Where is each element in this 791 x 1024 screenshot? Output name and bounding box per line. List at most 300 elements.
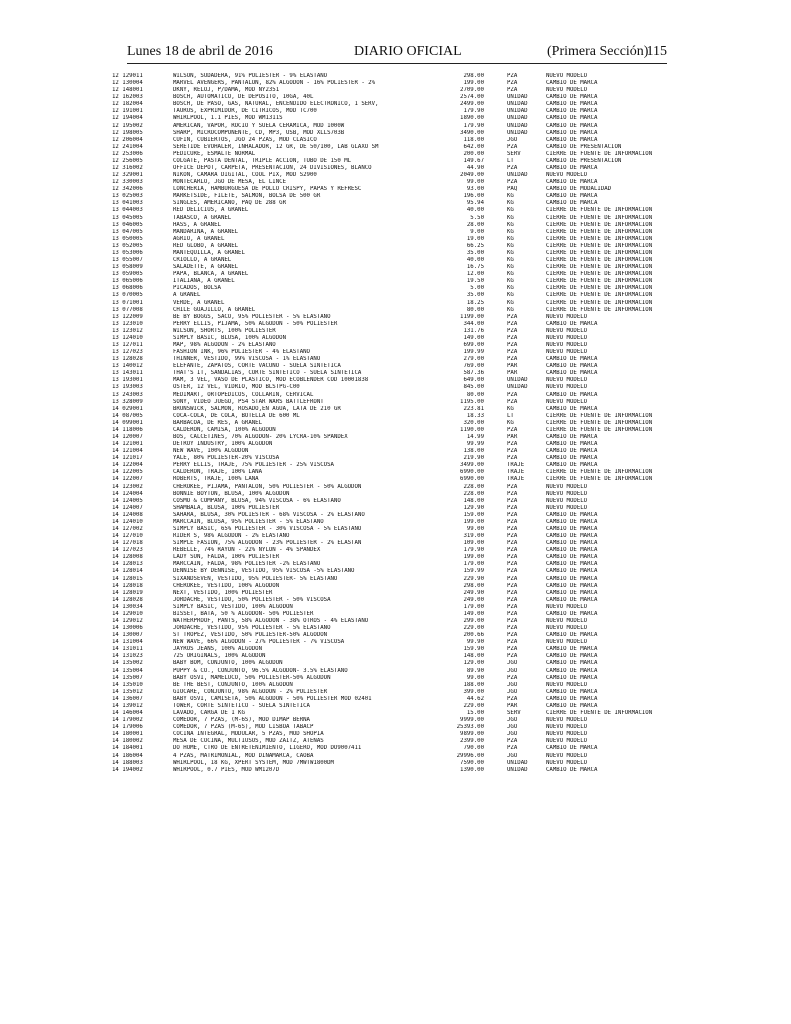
item-price: 3499.00 <box>460 462 484 469</box>
item-price: 399.00 <box>463 688 484 695</box>
item-price: 229.00 <box>463 702 484 709</box>
item-unit: UNIDAD <box>507 122 528 129</box>
table-row <box>0 377 791 384</box>
item-description: SIMPLY BASIC, 65% POLIESTER - 30% VISCOSA - 5% ELASTANO <box>173 526 362 532</box>
item-description: ST TROPEZ, VESTIDO, 50% POLIESTER-50% ALGODON <box>173 632 328 639</box>
item-observation: CAMBIO DE MARCA <box>546 320 598 327</box>
item-observation: NUEVO MODELO <box>546 377 588 384</box>
item-unit: PZA <box>507 518 518 525</box>
table-row <box>0 745 791 752</box>
table-row <box>0 469 791 476</box>
table-row <box>0 342 791 349</box>
item-price: 1195.00 <box>460 398 484 405</box>
item-unit: TRAJE <box>507 476 525 483</box>
item-price: 1390.00 <box>460 766 484 773</box>
item-unit: KG <box>507 214 514 221</box>
table-row <box>0 491 791 498</box>
item-observation: CAMBIO DE MARCA <box>546 653 598 660</box>
item-description: BONNIE BOYTON, BLUSA, 100% ALGODON <box>173 490 290 497</box>
item-observation: CAMBIO DE PRESENTACION <box>546 157 622 164</box>
table-row <box>0 314 791 321</box>
item-unit: PZA <box>507 80 518 87</box>
item-code: 12 329001 <box>112 172 143 179</box>
item-price: 99.90 <box>466 639 484 646</box>
item-unit: PZA <box>507 526 518 532</box>
item-unit: PZA <box>507 327 518 334</box>
item-description: BABY BOM, CONJUNTO, 100% ALGODON <box>173 660 283 667</box>
table-row <box>0 413 791 420</box>
item-observation: CAMBIO DE MARCA <box>546 695 598 702</box>
item-code: 12 194004 <box>112 115 143 122</box>
item-price: 298.00 <box>463 582 484 589</box>
item-observation: NUEVO MODELO <box>546 724 588 731</box>
table-row <box>0 130 791 137</box>
table-row <box>0 653 791 660</box>
item-observation: CAMBIO DE MARCA <box>546 405 598 412</box>
item-code: 13 143011 <box>112 370 143 377</box>
table-row <box>0 285 791 292</box>
item-unit: PZA <box>507 653 518 660</box>
item-price: 18.33 <box>466 412 484 419</box>
item-observation: CAMBIO DE MODALIDAD <box>546 186 612 193</box>
table-row <box>0 399 791 406</box>
item-description: MANTEQUILLA, A GRANEL <box>173 249 245 256</box>
item-unit: PZA <box>507 695 518 702</box>
item-description: A GRANEL <box>173 292 201 299</box>
item-code: 13 123010 <box>112 320 143 327</box>
item-price: 199.00 <box>463 80 484 87</box>
item-unit: UNIDAD <box>507 129 528 136</box>
item-description: PERRY ELLIS, PIJAMA, 50% ALGODON - 50% POLIESTER <box>173 320 338 327</box>
item-description: BOSCH, DE PASO, GAS, NATURAL, ENCENDIDO ELECTRONICO, 1 SERV, <box>173 101 379 108</box>
item-unit: PZA <box>507 441 518 448</box>
item-code: 12 148001 <box>112 87 143 94</box>
item-unit: PZA <box>507 143 518 150</box>
item-unit: SERV <box>507 150 521 157</box>
item-price: 2399.00 <box>460 738 484 745</box>
item-observation: CAMBIO DE MARCA <box>546 356 598 363</box>
item-code: 14 124005 <box>112 497 143 504</box>
item-description: TABASCO, A GRANEL <box>173 214 232 221</box>
item-code: 14 121001 <box>112 441 143 448</box>
item-code: 13 193001 <box>112 377 143 384</box>
item-unit: PZA <box>507 582 518 589</box>
item-description: CHILE GUAJILLO, A GRANEL <box>173 306 256 313</box>
item-price: 642.00 <box>463 143 484 150</box>
item-price: 129.90 <box>463 504 484 511</box>
item-code: 14 128028 <box>112 596 143 603</box>
item-description: SIMPLY BASIC, VESTIDO, 100% ALGODON <box>173 603 293 610</box>
item-code: 14 122007 <box>112 476 143 483</box>
item-description: PICADOS, BOLSA <box>173 285 221 292</box>
item-price: 1199.00 <box>460 313 484 320</box>
item-description: THINNER, VESTIDO, 99% VISCOSA - 1% ELASTANO <box>173 356 321 363</box>
item-price: 29996.00 <box>456 752 484 759</box>
item-unit: KG <box>507 207 514 214</box>
item-code: 14 122004 <box>112 462 143 469</box>
item-price: 299.00 <box>463 618 484 625</box>
item-code: 14 099001 <box>112 419 143 426</box>
item-code: 14 180001 <box>112 731 143 738</box>
table-row <box>0 547 791 554</box>
item-observation: CAMBIO DE MARCA <box>546 94 598 101</box>
item-code: 14 128008 <box>112 554 143 561</box>
item-price: 6990.00 <box>460 476 484 483</box>
item-price: 2049.00 <box>460 172 484 179</box>
item-code: 13 058009 <box>112 264 143 271</box>
item-price: 249.90 <box>463 589 484 596</box>
item-price: 99.00 <box>466 674 484 681</box>
table-row <box>0 675 791 682</box>
item-code: 14 139012 <box>112 702 143 709</box>
item-observation: CAMBIO DE MARCA <box>546 455 598 462</box>
table-row <box>0 753 791 760</box>
item-unit: PZA <box>507 448 518 455</box>
item-unit: PZA <box>507 334 518 341</box>
table-row <box>0 356 791 363</box>
item-unit: JGO <box>507 717 518 724</box>
item-observation: CAMBIO DE MARCA <box>546 589 598 596</box>
table-row <box>0 307 791 314</box>
item-unit: UNIDAD <box>507 759 528 766</box>
item-unit: PZA <box>507 568 518 575</box>
item-price: 199.00 <box>463 518 484 525</box>
item-description: COMEDOR, 7 PZAS (M-6S), MOD LISBOA TABACP <box>173 724 314 731</box>
header-date: Lunes 18 de abril de 2016 <box>127 44 273 59</box>
item-description: DENNISE BY DENNISE, VESTIDO, 95% VISCOSA -5% ELASTANO <box>173 568 355 575</box>
item-observation: NUEVO MODELO <box>546 313 588 320</box>
item-code: 14 146004 <box>112 710 143 717</box>
item-description: BISSET, BATA, 50 % ALGODON- 50% POLIESTER <box>173 610 314 617</box>
item-price: 66.25 <box>466 242 484 249</box>
table-row <box>0 646 791 653</box>
item-description: DO HOME, CTRO DE ENTRETENIMIENTO, LIGERO, MOD DO9007411 <box>173 745 362 752</box>
item-description: BOSCH, AUTOMATICO, DE DEPOSITO, 10GA, 40L <box>173 94 314 101</box>
item-price: 228.00 <box>463 490 484 497</box>
item-observation: NUEVO MODELO <box>546 73 588 79</box>
item-unit: UNIDAD <box>507 115 528 122</box>
item-code: 14 129012 <box>112 618 143 625</box>
item-code: 13 055007 <box>112 257 143 264</box>
item-unit: KG <box>507 285 514 292</box>
item-description: BARBACOA, DE RES, A GRANEL <box>173 419 263 426</box>
item-code: 13 123012 <box>112 327 143 334</box>
item-price: 7590.00 <box>460 759 484 766</box>
item-unit: KG <box>507 200 514 207</box>
item-observation: CAMBIO DE MARCA <box>546 101 598 108</box>
item-price: 19.00 <box>466 235 484 242</box>
item-observation: CAMBIO DE MARCA <box>546 540 598 547</box>
table-row <box>0 363 791 370</box>
item-price: 188.00 <box>463 681 484 688</box>
item-unit: PAR <box>507 702 518 709</box>
item-price: 148.00 <box>463 653 484 660</box>
table-row <box>0 151 791 158</box>
item-price: 149.00 <box>463 610 484 617</box>
table-row <box>0 568 791 575</box>
item-description: SAHARA, BLUSA, 30% POLIESTER - 68% VISCOSA - 2% ELASTANO <box>173 511 365 518</box>
item-unit: PZA <box>507 341 518 348</box>
item-description: CALDERON, CAMISA, 100% ALGODON <box>173 426 276 433</box>
item-observation: NUEVO MODELO <box>546 483 588 490</box>
item-description: NIKON, CAMARA DIGITAL, COOL PIX, MOD S2900 <box>173 172 317 179</box>
item-observation: CIERRE DE FUENTE DE INFORMACION <box>546 299 653 306</box>
item-code: 14 180002 <box>112 738 143 745</box>
item-observation: CIERRE DE FUENTE DE INFORMACION <box>546 257 653 264</box>
item-unit: PZA <box>507 356 518 363</box>
item-description: PAPA, BLANCA, A GRANEL <box>173 271 249 278</box>
item-description: COCA-COLA, DE COLA, BOTELLA DE 600 ML <box>173 412 300 419</box>
item-code: 13 128028 <box>112 356 143 363</box>
table-row <box>0 540 791 547</box>
table-row <box>0 611 791 618</box>
table-row <box>0 760 791 767</box>
table-row <box>0 186 791 193</box>
item-price: 200.00 <box>463 150 484 157</box>
item-description: SALADETTE, A GRANEL <box>173 264 239 271</box>
item-code: 13 053006 <box>112 249 143 256</box>
item-unit: UNIDAD <box>507 101 528 108</box>
item-observation: CAMBIO DE MARCA <box>546 462 598 469</box>
table-row <box>0 349 791 356</box>
item-code: 14 124004 <box>112 490 143 497</box>
item-observation: NUEVO MODELO <box>546 639 588 646</box>
item-unit: KG <box>507 278 514 285</box>
item-observation: CAMBIO DE MARCA <box>546 667 598 674</box>
item-code: 14 130007 <box>112 632 143 639</box>
item-price: 80.00 <box>466 391 484 398</box>
item-unit: PZA <box>507 561 518 568</box>
item-description: LONCHERIA, HAMBURGUESA DE POLLO CRISPY, PAPAS Y REFRESC <box>173 186 362 193</box>
table-row <box>0 441 791 448</box>
item-observation: NUEVO MODELO <box>546 731 588 738</box>
item-code: 14 124008 <box>112 511 143 518</box>
item-code: 14 128013 <box>112 561 143 568</box>
item-description: CALDERON, TRAJE, 100% LANA <box>173 469 263 476</box>
item-price: 14.99 <box>466 433 484 440</box>
item-price: 179.90 <box>463 108 484 115</box>
item-code: 14 124007 <box>112 504 143 511</box>
item-observation: NUEVO MODELO <box>546 327 588 334</box>
item-observation: CIERRE DE FUENTE DE INFORMACION <box>546 476 653 483</box>
item-unit: UNIDAD <box>507 766 528 773</box>
item-observation: CAMBIO DE MARCA <box>546 80 598 87</box>
item-unit: KG <box>507 235 514 242</box>
item-price: 320.00 <box>463 419 484 426</box>
item-description: YALE, 80% POLIESTER-20% VISCOSA <box>173 455 280 462</box>
item-observation: CIERRE DE FUENTE DE INFORMACION <box>546 306 653 313</box>
item-price: 2709.00 <box>460 87 484 94</box>
item-observation: CAMBIO DE MARCA <box>546 596 598 603</box>
table-row <box>0 526 791 533</box>
table-row <box>0 80 791 87</box>
item-unit: PZA <box>507 554 518 561</box>
item-description: CUFIN, CUBIERTOS, JGO 24 PZAS, MOD CLASICO <box>173 136 317 143</box>
item-code: 14 179002 <box>112 717 143 724</box>
item-code: 13 193003 <box>112 384 143 391</box>
item-description: SIXANDSEVEN, VESTIDO, 95% POLIESTER- 5% ELASTANO <box>173 575 338 582</box>
table-row <box>0 682 791 689</box>
table-row <box>0 300 791 307</box>
item-observation: CAMBIO DE MARCA <box>546 568 598 575</box>
item-price: 179.00 <box>463 561 484 568</box>
item-price: 44.90 <box>466 165 484 172</box>
item-unit: JGO <box>507 731 518 738</box>
item-description: JAYROS JEANS, 100% ALGODON <box>173 646 263 653</box>
item-description: GIOCARE, CONJUNTO, 98% ALGODON - 2% POLIESTER <box>173 688 328 695</box>
item-unit: PZA <box>507 391 518 398</box>
item-observation: CAMBIO DE MARCA <box>546 554 598 561</box>
table-row <box>0 696 791 703</box>
item-price: 40.00 <box>466 207 484 214</box>
item-observation: NUEVO MODELO <box>546 759 588 766</box>
table-row <box>0 94 791 101</box>
item-unit: PZA <box>507 349 518 356</box>
item-price: 249.00 <box>463 596 484 603</box>
item-observation: CAMBIO DE MARCA <box>546 518 598 525</box>
table-row <box>0 250 791 257</box>
table-row <box>0 257 791 264</box>
item-observation: CIERRE DE FUENTE DE INFORMACION <box>546 285 653 292</box>
item-description: COSMO & COMPANY, BLUSA, 94% VISCOSA - 6% ELASTANO <box>173 497 341 504</box>
item-unit: TRAJE <box>507 462 525 469</box>
item-observation: CAMBIO DE MARCA <box>546 766 598 773</box>
table-row <box>0 123 791 130</box>
item-code: 13 047005 <box>112 228 143 235</box>
item-observation: CAMBIO DE MARCA <box>546 115 598 122</box>
item-code: 14 127002 <box>112 526 143 532</box>
item-price: 15.00 <box>466 710 484 717</box>
item-code: 13 068006 <box>112 285 143 292</box>
item-description: HASS, A GRANEL <box>173 221 221 228</box>
item-price: 9899.00 <box>460 731 484 738</box>
item-price: 109.00 <box>463 540 484 547</box>
item-observation: NUEVO MODELO <box>546 497 588 504</box>
item-observation: CAMBIO DE MARCA <box>546 632 598 639</box>
item-unit: PZA <box>507 73 518 79</box>
item-observation: CAMBIO DE MARCA <box>546 448 598 455</box>
item-code: 14 127010 <box>112 533 143 540</box>
item-unit: PZA <box>507 398 518 405</box>
item-code: 13 122009 <box>112 313 143 320</box>
item-unit: PZA <box>507 426 518 433</box>
item-description: RED GLOBO, A GRANEL <box>173 242 239 249</box>
item-price: 219.90 <box>463 455 484 462</box>
item-observation: CAMBIO DE MARCA <box>546 660 598 667</box>
item-observation: CAMBIO DE PRESENTACION <box>546 143 622 150</box>
table-row <box>0 583 791 590</box>
item-code: 14 131004 <box>112 639 143 646</box>
item-description: NEW WAVE, 66% ALGODON - 27% POLIESTER - 7% VISCOSA <box>173 639 345 646</box>
item-description: OSTER, 12 VEL, VIDRIO, MOD BLSTPG-C00 <box>173 384 300 391</box>
item-price: 159.99 <box>463 568 484 575</box>
item-code: 14 130034 <box>112 603 143 610</box>
item-price: 179.00 <box>463 603 484 610</box>
item-observation: CAMBIO DE MARCA <box>546 702 598 709</box>
item-unit: KG <box>507 405 514 412</box>
item-price: 118.00 <box>463 136 484 143</box>
item-unit: KG <box>507 228 514 235</box>
table-row <box>0 215 791 222</box>
item-description: 4 PZAS, MATRIMONIAL, MOD DINAMARCA, CAOBA <box>173 752 314 759</box>
item-code: 13 045005 <box>112 214 143 221</box>
item-code: 13 077008 <box>112 306 143 313</box>
item-code: 14 135010 <box>112 681 143 688</box>
item-unit: UNIDAD <box>507 94 528 101</box>
item-price: 790.00 <box>463 745 484 752</box>
item-observation: NUEVO MODELO <box>546 341 588 348</box>
item-description: OFFICE DEPOT, CARPETA, PRESENTACION, 24 DIVISIONES, BLANCO <box>173 165 372 172</box>
item-observation: NUEVO MODELO <box>546 349 588 356</box>
table-row <box>0 243 791 250</box>
item-observation: NUEVO MODELO <box>546 384 588 391</box>
item-unit: PAR <box>507 370 518 377</box>
item-code: 12 191001 <box>112 108 143 115</box>
item-unit: JGO <box>507 660 518 667</box>
item-observation: CIERRE DE FUENTE DE INFORMACION <box>546 249 653 256</box>
item-code: 12 129011 <box>112 73 143 79</box>
item-unit: JGO <box>507 667 518 674</box>
item-description: MAM, 3 VEL, VASO DE PLASTICO, MOD ECOBLENDER COD 10001838 <box>173 377 369 384</box>
item-code: 12 342006 <box>112 186 143 193</box>
item-observation: CAMBIO DE MARCA <box>546 129 598 136</box>
table-row <box>0 158 791 165</box>
item-price: 199.99 <box>463 349 484 356</box>
item-description: BABY OSVI, CAMISETA, 50% ALGODON - 50% POLIESTER MOD 02401 <box>173 695 372 702</box>
item-code: 14 135007 <box>112 674 143 681</box>
table-row <box>0 533 791 540</box>
item-description: FASHION INK, 96% POLIESTER - 4% ELASTANO <box>173 349 310 356</box>
item-unit: LT <box>507 157 514 164</box>
item-description: MESA DE COCINA, MULTIUSOS, MOD ZAITZ, ATENAS <box>173 738 324 745</box>
item-code: 13 065006 <box>112 278 143 285</box>
item-unit: PZA <box>507 533 518 540</box>
item-description: PERRY ELLIS, TRAJE, 75% POLIESTER - 25% VISCOSA <box>173 462 334 469</box>
item-description: BOS, CALCETINES, 70% ALGODON- 20% LYCRA-10% SPANDEX <box>173 433 348 440</box>
item-description: COLGATE, PASTA DENTAL, TRIPLE ACCION, TUBO DE 150 ML <box>173 157 352 164</box>
item-description: BRUNSWICK, SALMON, ROSADO,EN AGUA, LATA DE 210 GR <box>173 405 341 412</box>
item-price: 319.00 <box>463 533 484 540</box>
table-row <box>0 137 791 144</box>
item-unit: PAR <box>507 363 518 370</box>
item-unit: PZA <box>507 646 518 653</box>
item-unit: PZA <box>507 455 518 462</box>
item-observation: NUEVO MODELO <box>546 398 588 405</box>
item-description: PUPPY & CO., CONJUNTO, 96.5% ALGODON- 3.5% ELASTANO <box>173 667 348 674</box>
table-row <box>0 618 791 625</box>
table-row <box>0 767 791 774</box>
item-description: MEDIMART, ORTOPEDICOS, COLLARIN, CERVICAL <box>173 391 314 398</box>
item-observation: CAMBIO DE MARCA <box>546 122 598 129</box>
item-price: 40.00 <box>466 257 484 264</box>
item-price: 99.00 <box>466 526 484 532</box>
item-observation: CAMBIO DE MARCA <box>546 433 598 440</box>
item-observation: CIERRE DE FUENTE DE INFORMACION <box>546 278 653 285</box>
item-unit: PZA <box>507 618 518 625</box>
item-description: COMEDOR, 7 PZAS, (M-6S), MOD DIMAP BERNA <box>173 717 310 724</box>
item-unit: KG <box>507 242 514 249</box>
item-code: 13 140012 <box>112 363 143 370</box>
table-row <box>0 427 791 434</box>
table-row <box>0 335 791 342</box>
item-observation: NUEVO MODELO <box>546 738 588 745</box>
table-row <box>0 476 791 483</box>
item-code: 12 256005 <box>112 157 143 164</box>
item-code: 14 128014 <box>112 568 143 575</box>
item-code: 14 135004 <box>112 667 143 674</box>
table-row <box>0 370 791 377</box>
item-unit: KG <box>507 221 514 228</box>
